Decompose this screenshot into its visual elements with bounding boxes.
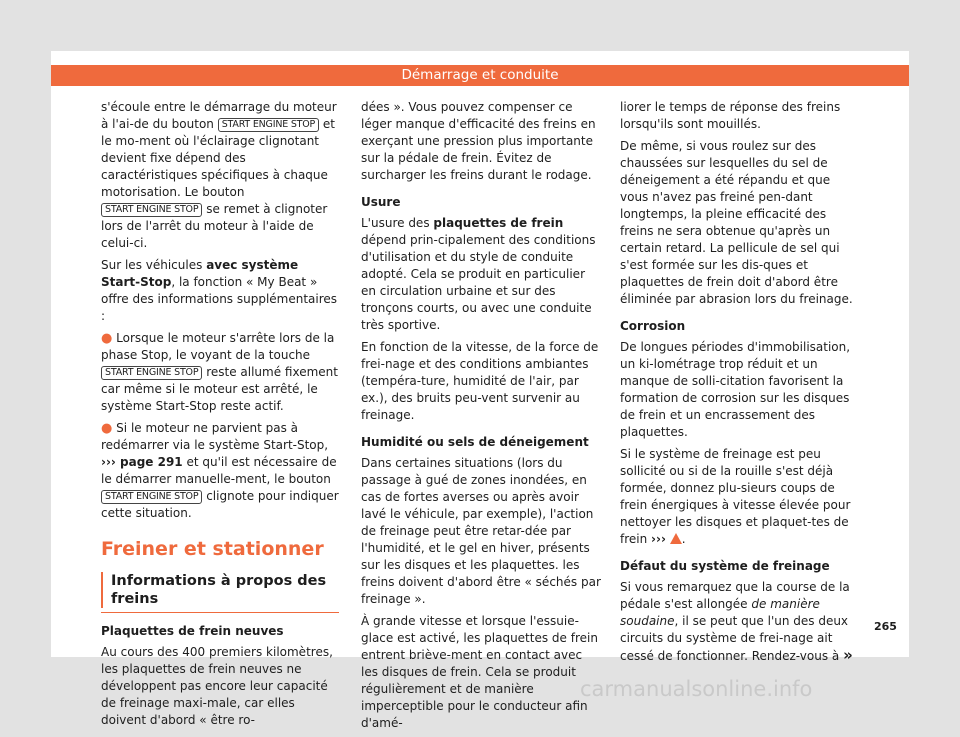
continued-arrow-icon: » xyxy=(843,646,853,664)
paragraph: dées ». Vous pouvez compenser ce léger manque d'efficacité des freins en exerçant une pression plus importante sur la pédale de frein. Évitez de surcharger les freins durant le rodage. xyxy=(361,100,596,182)
page-number: 265 xyxy=(874,620,897,633)
text: dépend prin-cipalement des conditions d'utilisation et du style de conduite adopté. Cela se produit en particulier en circulation urbaine et sur des tronçons courts, ou avec une conduite très sportive. xyxy=(361,233,596,332)
paragraph xyxy=(620,579,858,665)
start-engine-stop-key: START ENGINE STOP xyxy=(101,203,202,217)
text: clignote pour indiquer cette situation. xyxy=(101,489,339,520)
subheading: Défaut du système de freinage xyxy=(620,559,830,573)
column-1 xyxy=(101,99,339,734)
text: reste allumé fixement car même si le moteur est arrêté, le système Start-Stop reste actif. xyxy=(101,365,338,413)
bold-text: avec système Start-Stop xyxy=(101,258,299,289)
bullet-icon: ● xyxy=(101,421,113,436)
page-reference-link[interactable]: ››› page 291 xyxy=(101,455,183,469)
bullet-item xyxy=(101,420,339,522)
text: et le mo-ment où l'éclairage clignotant devient fixe dépend des caractéristiques spécifiques à chaque motorisation. Le bouton xyxy=(101,117,336,199)
text: L'usure des xyxy=(361,216,430,230)
bullet-icon: ● xyxy=(101,331,113,346)
paragraph: En fonction de la vitesse, de la force de frei-nage et des conditions ambiantes (tempéra-ture, humidité de l'air, par ex.), des bruits peu-vent survenir au freinage. xyxy=(361,340,599,422)
paragraph: Dans certaines situations (lors du passage à gué de zones inondées, en cas de fortes averses ou après avoir lavé le véhicule, par exemple), l'action de freinage peut être retar-dée par l'humidité, et le gel en hiver, présents sur les disques et les plaquettes. les freins doivent d'abord être « séchés par freinage ». xyxy=(361,456,601,606)
text: Si le moteur ne parvient pas à redémarrer via le système Start-Stop, xyxy=(101,421,329,452)
paragraph xyxy=(361,215,601,334)
text: Si vous remarquez que la course de la pédale s'est allongée xyxy=(620,580,850,611)
text: s'écoule entre le démarrage du moteur à l'ai-de du bouton xyxy=(101,100,337,131)
paragraph xyxy=(101,99,339,252)
start-engine-stop-key: START ENGINE STOP xyxy=(101,366,202,380)
subheading: Plaquettes de frein neuves xyxy=(101,624,284,638)
section-header: Démarrage et conduite xyxy=(51,65,909,86)
watermark: carmanualsonline.info xyxy=(580,677,813,701)
section-heading-wrapper xyxy=(101,572,339,613)
subheading: Usure xyxy=(361,195,401,209)
text: et qu'il est nécessaire de le démarrer manuelle-ment, le bouton xyxy=(101,455,337,486)
paragraph xyxy=(101,257,339,325)
text: , il se peut que l'un des deux circuits du système de frei-nage ait cessé de fonctionner. Rendez-vous à xyxy=(620,614,849,663)
column-2 xyxy=(361,99,601,737)
paragraph: À grande vitesse et lorsque l'essuie-glace est activé, les plaquettes de frein entrent briève-ment en contact avec les disques de frein. Cela se produit régulièrement et de manière imperceptible pour le conducteur afin d'amé- xyxy=(361,614,598,730)
paragraph: De longues périodes d'immobilisation, un ki-lométrage trop réduit et un manque de solli-citation favorisent la formation de corrosion sur les disques de frein et un encrassement des plaquettes. xyxy=(620,340,851,439)
start-engine-stop-key: START ENGINE STOP xyxy=(101,490,202,504)
text: se remet à clignoter lors de l'arrêt du moteur à l'aide de celui-ci. xyxy=(101,202,328,250)
paragraph: Si le système de freinage est peu sollicité ou si de la rouille s'est déjà formée, donnez plu-sieurs coups de frein énergiques à vitesse élevée pour nettoyer les disques et plaquet-tes de frein ››› . xyxy=(620,447,851,546)
paragraph: De même, si vous roulez sur des chaussées sur lesquelles du sel de déneigement a été répandu et que vous n'avez pas freiné pen-dant longtemps, la pleine efficacité des freins ne sera obtenue qu'après un certain retard. La pellicule de sel qui s'est formée sur les dis-ques et plaquettes de frein doit d'abord être éliminée par abrasion lors du freinage. xyxy=(620,139,853,306)
paragraph: Au cours des 400 premiers kilomètres, les plaquettes de frein neuves ne développent pas encore leur capacité de freinage maxi-male, car elles doivent d'abord « être ro- xyxy=(101,645,333,727)
subheading: Corrosion xyxy=(620,319,686,333)
paragraph: liorer le temps de réponse des freins lorsqu'ils sont mouillés. xyxy=(620,100,841,131)
column-3 xyxy=(620,99,858,670)
text: Si le système de freinage est peu sollicité ou si de la rouille s'est déjà formée, donnez plu-sieurs coups de frein énergiques à vitesse élevée pour nettoyer les disques et plaquet-tes de frein xyxy=(620,447,851,546)
bold-text: plaquettes de frein xyxy=(433,216,564,230)
chapter-heading: Freiner et stationner xyxy=(101,538,324,560)
warning-triangle-icon xyxy=(670,533,682,544)
italic-text: de manière soudaine xyxy=(620,597,820,628)
warning-reference-link[interactable]: ››› xyxy=(651,532,666,546)
text: Lorsque le moteur s'arrête lors de la phase Stop, le voyant de la touche xyxy=(101,331,335,362)
start-engine-stop-key: START ENGINE STOP xyxy=(218,118,319,132)
text: , la fonction « My Beat » offre des informations supplémentaires : xyxy=(101,275,338,323)
subheading: Humidité ou sels de déneigement xyxy=(361,435,589,449)
section-heading: Informations à propos des freins xyxy=(101,572,339,608)
text: Sur les véhicules xyxy=(101,258,203,272)
bullet-item xyxy=(101,330,339,415)
